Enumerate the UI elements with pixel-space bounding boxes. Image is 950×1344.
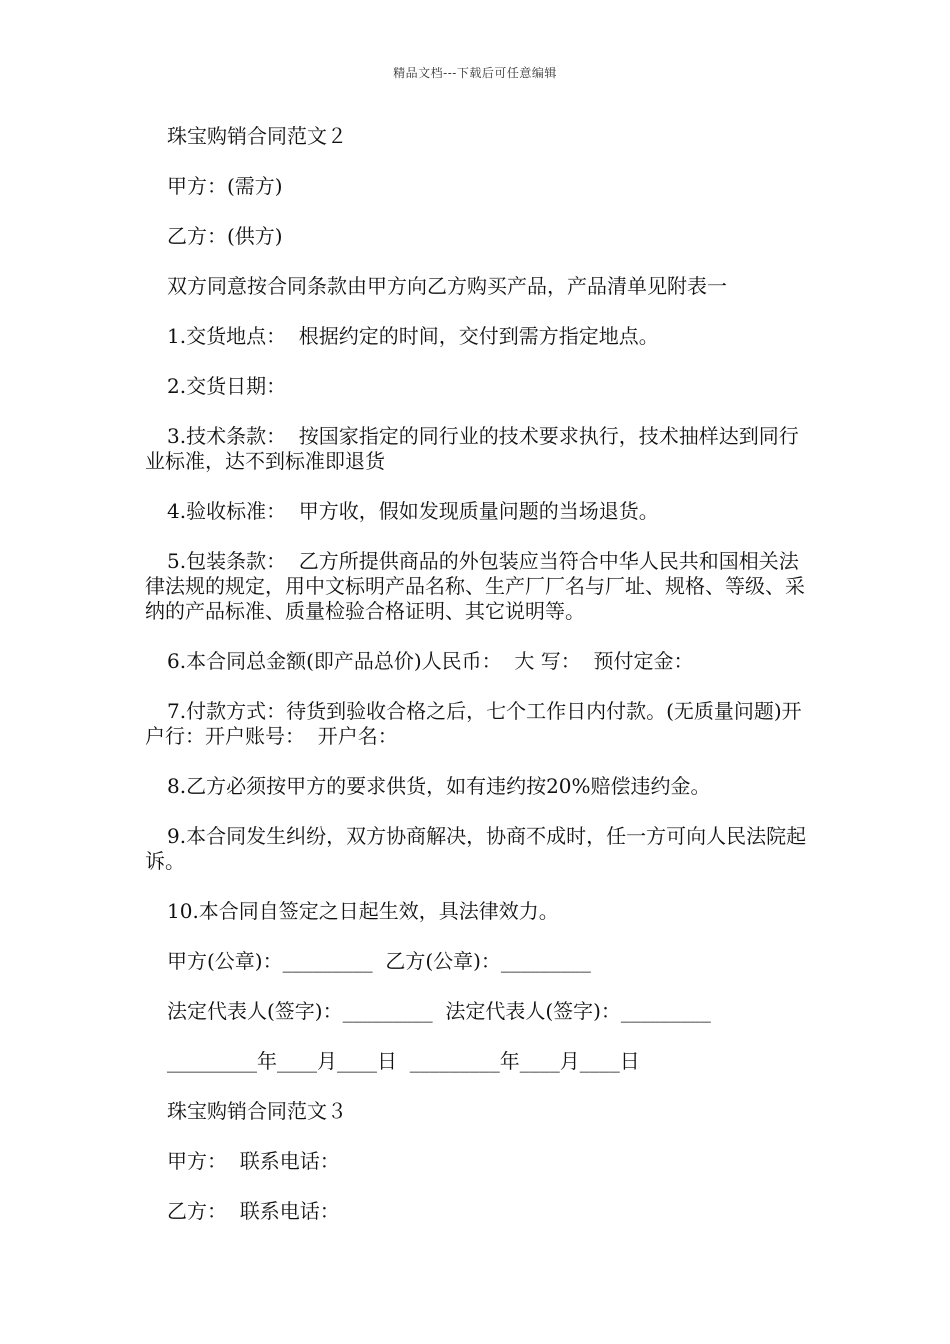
party-b-contact-line: 乙方： 联系电话：: [167, 1199, 340, 1223]
date-line: _________年____月____日 _________年____月____日: [167, 1049, 640, 1073]
party-a-line: 甲方：(需方): [167, 174, 283, 198]
contract-title-3: 珠宝购销合同范文３: [167, 1099, 347, 1123]
clause-3: 3.技术条款： 按国家指定的同行业的技术要求执行，技术抽样达到同行业标准，达不到标准即退货: [145, 424, 799, 473]
party-a-contact-line: 甲方： 联系电话：: [167, 1149, 340, 1173]
clause-8: 8.乙方必须按甲方的要求供货，如有违约按20%赔偿违约金。: [167, 774, 711, 798]
seal-line: 甲方(公章)：_________ 乙方(公章)：_________: [167, 949, 591, 973]
party-b-line: 乙方：(供方): [167, 224, 283, 248]
page-header: 精品文档---下载后可任意编辑: [393, 66, 557, 80]
clause-5: 5.包装条款： 乙方所提供商品的外包装应当符合中华人民共和国相关法律法规的规定，用中文标明产品名称、生产厂厂名与厂址、规格、等级、采纳的产品标准、质量检验合格证明、其它说明等。: [145, 549, 805, 623]
clause-1: 1.交货地点： 根据约定的时间，交付到需方指定地点。: [167, 324, 659, 348]
representative-signature-line: 法定代表人(签字)：_________ 法定代表人(签字)：_________: [167, 999, 711, 1023]
contract-body: [145, 124, 807, 1249]
intro-paragraph: 双方同意按合同条款由甲方向乙方购买产品，产品清单见附表一: [167, 274, 727, 298]
clause-10: 10.本合同自签定之日起生效，具法律效力。: [167, 899, 559, 923]
clause-4: 4.验收标准： 甲方收，假如发现质量问题的当场退货。: [167, 499, 659, 523]
clause-7: 7.付款方式：待货到验收合格之后，七个工作日内付款。(无质量问题)开户行：开户账号： 开户名：: [145, 699, 802, 748]
clause-2: 2.交货日期：: [167, 374, 287, 398]
clause-9: 9.本合同发生纠纷，双方协商解决，协商不成时，任一方可向人民法院起诉。: [145, 824, 807, 873]
contract-title-2: 珠宝购销合同范文２: [167, 124, 347, 148]
clause-6: 6.本合同总金额(即产品总价)人民币： 大 写： 预付定金：: [167, 649, 694, 673]
